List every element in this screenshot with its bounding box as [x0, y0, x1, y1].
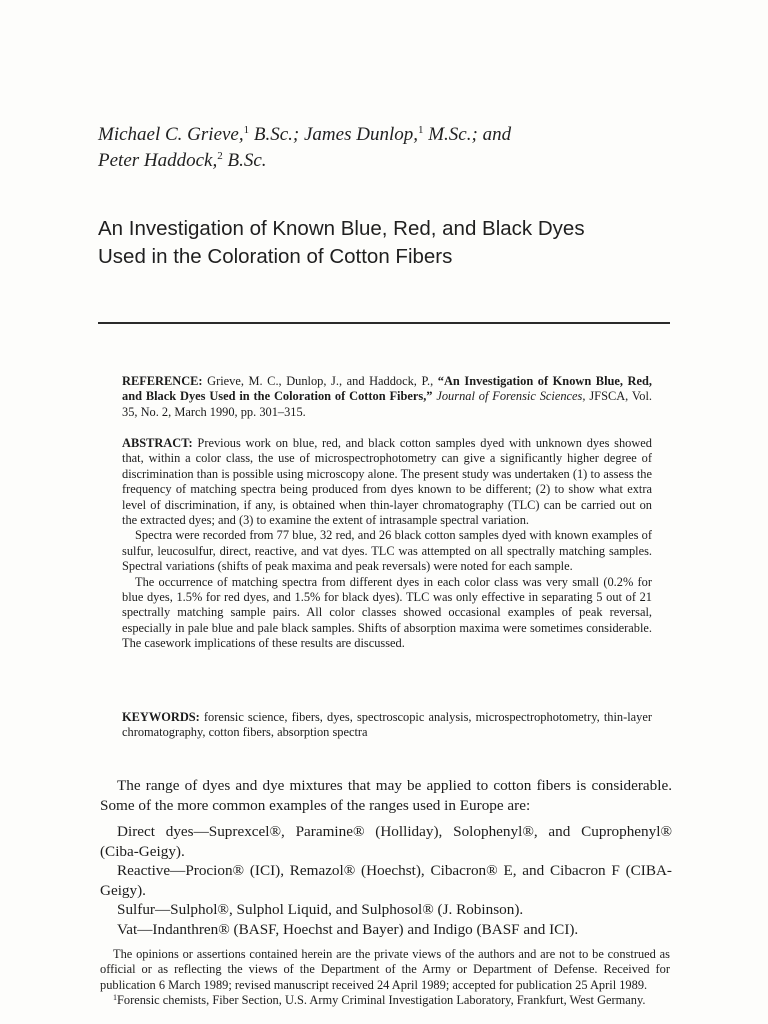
affiliation-footnote [100, 993, 670, 1008]
reference-label: REFERENCE: [122, 374, 203, 388]
footnote-mark: 1 [113, 993, 117, 1003]
reference-citation: JFSCA, Vol. 35, No. 2, March 1990, pp. 301–315. [122, 389, 652, 419]
author-grieve: Michael C. Grieve, [98, 124, 244, 145]
abstract-paragraph: Spectra were recorded from 77 blue, 32 red, and 26 black cotton samples dyed with known examples of sulfur, leucosulfur, direct, reactive, and vat dyes. TLC was attempted on all spectrally matching samples. Spectral variations (shifts of peak maxima and peak reversals) were noted for each sample. [122, 528, 652, 574]
reference-authors: Grieve, M. C., Dunlop, J., and Haddock, P., [202, 374, 438, 388]
footnote-text: Forensic chemists, Fiber Section, U.S. Army Criminal Investigation Laboratory, Frankfurt, West Germany. [117, 993, 646, 1008]
author-line-2 [98, 148, 718, 174]
disclaimer-footnote: The opinions or assertions contained herein are the private views of the authors and are not to be construed as official or as reflecting the views of the Department of the Army or Department of Defense. Received for publication 6 March 1989; revised manuscript received 24 April 1989; accepted for publication 25 April 1989. [100, 947, 670, 992]
author-list [98, 122, 718, 174]
author-degree-dunlop: B.Sc.; James Dunlop, [249, 124, 418, 145]
reference-article-title: “An Investigation of Known Blue, Red, and Black Dyes Used in the Coloration of Cotton Fibers,” [122, 374, 652, 404]
footnotes [100, 947, 670, 1009]
title-line-1: An Investigation of Known Blue, Red, and Black Dyes [98, 217, 585, 240]
author-degree-and: M.Sc.; and [423, 124, 512, 145]
keywords-block [122, 710, 652, 741]
author-degree-haddock: B.Sc. [222, 150, 267, 171]
reference-block [122, 374, 652, 420]
dye-list [100, 822, 672, 939]
abstract-paragraph [122, 436, 652, 528]
dye-list-item: Sulfur—Sulphol®, Sulphol Liquid, and Sulphosol® (J. Robinson). [117, 901, 524, 918]
author-haddock: Peter Haddock, [98, 150, 218, 171]
reference-journal: Journal of Forensic Sciences, [432, 389, 586, 404]
author-line-1 [98, 122, 718, 148]
title-line-2: Used in the Coloration of Cotton Fibers [98, 245, 453, 268]
keywords-text: forensic science, fibers, dyes, spectroscopic analysis, microspectrophotometry, thin-layer chromatography, cotton fibers, absorption spectra [122, 710, 652, 740]
dye-list-item: Direct dyes—Suprexcel®, Paramine® (Holliday), Solophenyl®, and Cuprophenyl® (Ciba-Geigy). [100, 823, 672, 860]
abstract-block [122, 436, 652, 652]
affiliation-mark: 2 [217, 150, 223, 162]
article-title [98, 215, 718, 271]
dye-list-item: Vat—Indanthren® (BASF, Hoechst and Bayer) and Indigo (BASF and ICI). [117, 920, 579, 938]
abstract-label: ABSTRACT: [122, 436, 193, 450]
keywords-label: KEYWORDS: [122, 710, 200, 724]
intro-section [100, 776, 672, 815]
dye-list-item: Reactive—Procion® (ICI), Remazol® (Hoechst), Cibacron® E, and Cibacron F (CIBA-Geigy). [100, 862, 672, 899]
abstract-paragraph: The occurrence of matching spectra from different dyes in each color class was very small (0.2% for blue dyes, 1.5% for red dyes, and 1.5% for black dyes). TLC was only effective in separating 5 out of 21 spectrally matching sample pairs. All color classes showed occasional examples of peak reversal, especially in pale blue and pale black samples. Shifts of absorption maxima were sometimes considerable. The casework implications of these results are discussed. [122, 574, 652, 651]
body-paragraph: The range of dyes and dye mixtures that may be applied to cotton fibers is considerable. Some of the more common examples of the ranges used in Europe are: [100, 777, 672, 814]
affiliation-mark: 1 [417, 124, 424, 136]
title-rule [98, 322, 670, 324]
abstract-text: Previous work on blue, red, and black cotton samples dyed with unknown dyes showed that, within a color class, the use of microspectrophotometry can give a significantly higher degree of discrimination than is possible using microscopy alone. The present study was undertaken (1) to assess the frequency of matching spectra being produced from dyes known to be different; (2) to show what extra level of discrimination, if any, is obtained when thin-layer chromatography (TLC) can be carried out on the extracted dyes; and (3) to examine the extent of intrasample spectral variation. [122, 436, 652, 528]
affiliation-mark: 1 [243, 124, 250, 136]
